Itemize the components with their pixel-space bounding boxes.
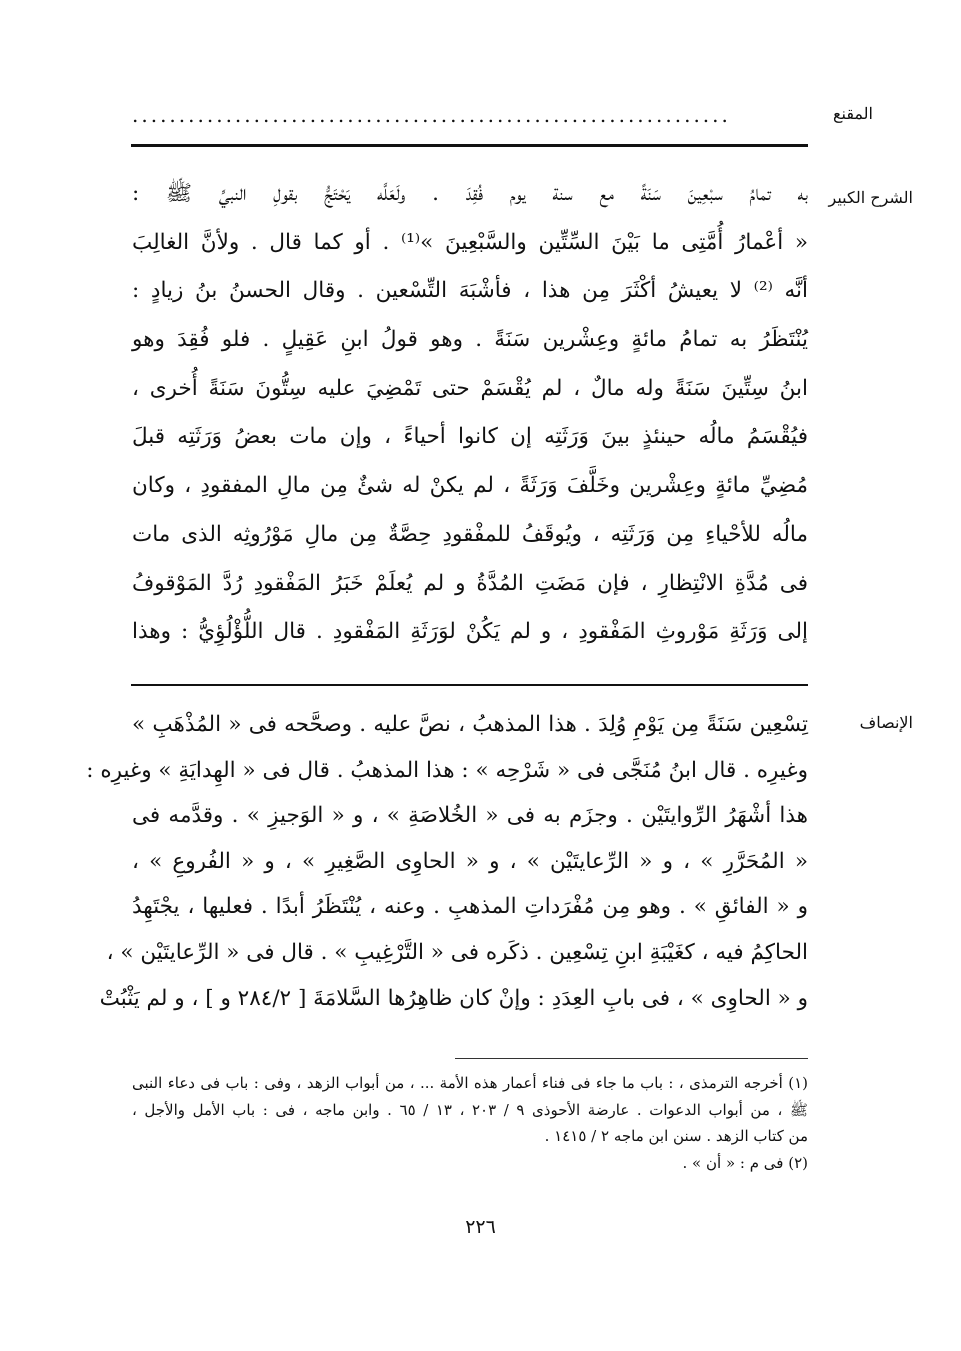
page-number: ٢٢٦: [465, 1216, 496, 1238]
running-header-dots: ................................................................: [132, 103, 731, 127]
section-label-insaf: الإنصاف: [859, 713, 913, 732]
sharh-line: ابنُ سِتِّينَ سَنَةً وله مالٌ ، لم يُقْسَمْ حتى تَمْضِيَ عليه سِتُّونَ سَنَةً أُخرى ،: [132, 375, 808, 401]
insaf-line: « المُحَرَّرِ » ، و « الرِّعايتَيْن » ، و « الحاوِى الصَّغِيرِ » ، و « الفُروعِ » ،: [132, 848, 808, 874]
footnote-line: ﷺ ، من أبواب الدعوات . عارضة الأحوذى ٩ / ٢٠٣ ، ١٣ / ٦٥ . وابن ماجه ، فى : باب الأمل والأجل ،: [132, 1100, 808, 1119]
section-divider: [131, 684, 808, 686]
sharh-line: به تمامُ سبْعِينَ سَنَةً مع سنة يوم فُقِدَ . ولَعَلَّه يَحْتَجُّ بقولِ النبيِّ ﷺ :: [132, 181, 808, 206]
sharh-line: يُنْتَظَرُ به تمامُ مائةٍ وعِشْرين سَنَةً . وهو قولُ ابنِ عَقِيلٍ . فلو فُقِدَ وهو: [132, 327, 808, 353]
insaf-line: الحاكِمُ فيه ، كغَيْبَةِ ابنِ تِسْعِين . ذكَره فى « التَّرْغِيبِ » . قال فى « الرِّعايتَيْن » ،: [106, 939, 808, 965]
insaf-line: هذا أشْهَرُ الرِّوايتَيْن . وجزَم به فى « الخُلاصَةِ » ، و « الوَجيزِ » . وقدَّمه فى: [132, 803, 808, 829]
insaf-line: و « الفائقِ » . وهو مِن مُفْرَداتِ المذهبِ . وعنه ، يُنْتَظَرُ أبدًا . فعليها ، يجْتَهِدُ: [132, 894, 808, 920]
sharh-line: أنَّه ⁽²⁾ لا يعيشُ أكْثَرَ مِن هذا ، فأشْبَهَ التِّسْعين . وقال الحسنُ بنُ زيادٍ :: [132, 278, 808, 304]
sharh-line: فيُقْسَمُ مالُه حينئذٍ بينَ وَرَثَتِه إن كانوا أحياءً ، وإن مات بعضُ وَرَثَتِه قبلَ: [132, 424, 808, 450]
sharh-line: فى مُدَّةِ الانْتِظارِ ، فإن مَضَتِ المُدَّةُ و لم يُعلَمْ خَبَرُ المَفْقودِ رُدَّ المَوْقوفُ: [132, 570, 808, 596]
insaf-text-block: [86, 702, 808, 1021]
footnote-line: من كتاب الزهد . سنن ابن ماجه ٢ / ١٤١٥ .: [544, 1127, 808, 1145]
sharh-line: مُضِيِّ مائةٍ وعِشْرين وخَلَّفَ وَرَثَةً ، لم يكنْ له شئٌ مِن مالِ المفقودِ ، وكان: [132, 473, 808, 499]
insaf-line: تِسْعِين سَنَةً مِن يَوْمِ وُلِدَ . هذا المذهبُ ، نصَّ عليه . وصحَّحه فى « المُذْهَبِ »: [132, 712, 808, 737]
header-rule: [131, 144, 808, 147]
footnote-rule: [455, 1058, 808, 1059]
footnote-line: (١) أخرجه الترمذى ، : باب ما جاء فى فناء أعمار هذه الأمة ... ، من أبواب الزهد ، وفى : باب فى دعاء النبى: [132, 1074, 808, 1092]
running-header-title: المقنع: [832, 104, 873, 123]
sharh-line: إلى وَرَثَةِ مَوْروثِ المَفْقودِ ، و لم يَكُنْ لوَرَثَةِ المَفْقودِ . قال اللُّؤْلُؤِيُّ : وهذا: [132, 619, 808, 645]
sharh-line: مالُه للأحْياءِ مِن وَرَثَتِه ، ويُوقَفُ للمفْقودِ حِصَّةٌ مِن مالِ مَوْرُوثِه الذى مات: [132, 521, 808, 547]
section-label-sharh: الشرح الكبير: [828, 188, 913, 207]
footnote-line: (٢) فى م : « أن » .: [682, 1153, 808, 1172]
insaf-line: و « الحاوِى » ، فى بابِ العِدَدِ : وإنْ كان ظاهِرُها السَّلامَةَ [ ٢٨٤/٢ و ] ، و لم يَثْبُتْ: [99, 985, 808, 1011]
footnotes: [132, 1070, 808, 1176]
sharh-line: « أعْمارُ أُمَّتِى ما بَيْنَ السِّتِّين والسَّبْعِينَ »⁽¹⁾ . أو كما قال . ولأنَّ الغالِبَ: [132, 229, 809, 255]
insaf-line: وغيرِه . قال ابنُ مُنَجَّى فى « شَرْحِه » : هذا المذهبُ . قال فى « الهِدايَةِ » وغيرِه :: [86, 757, 808, 783]
sharh-text-block: [132, 170, 808, 657]
